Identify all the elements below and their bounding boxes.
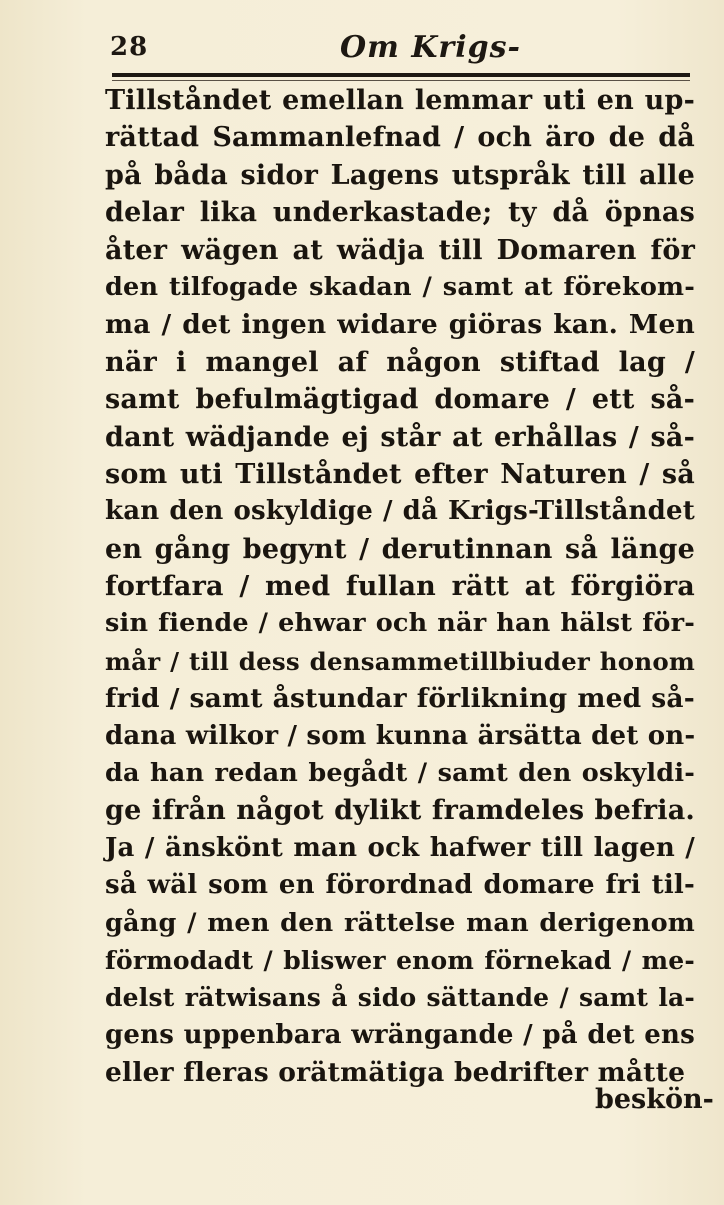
text-line: på båda sidor Lagens utspråk till alle bbox=[105, 159, 695, 191]
text-line: åter wägen at wädja till Domaren för bbox=[105, 234, 695, 266]
text-line: fortfara / med fullan rätt at förgiöra bbox=[105, 571, 695, 603]
page-header bbox=[0, 22, 724, 70]
text-line: den tilfogade skadan / samt at förekom- bbox=[105, 271, 695, 302]
text-line: sin fiende / ehwar och när han hälst för- bbox=[105, 608, 695, 639]
header-rule bbox=[112, 73, 690, 77]
text-line: ma / det ingen widare giöras kan. Men bbox=[105, 309, 695, 341]
header-rule-thin bbox=[112, 80, 690, 81]
text-line: gång / men den rättelse man derigenom bbox=[105, 907, 695, 938]
catchword: beskön- bbox=[595, 1084, 714, 1115]
text-line: en gång begynt / derutinnan så länge bbox=[105, 533, 695, 565]
text-line: rättad Sammanlefnad / och äro de då bbox=[105, 122, 695, 154]
text-line: som uti Tillståndet efter Naturen / så bbox=[105, 458, 695, 490]
running-head: Om Krigs- bbox=[340, 30, 521, 65]
text-line: när i mangel af någon stiftad lag / bbox=[105, 346, 695, 378]
page-number: 28 bbox=[110, 32, 149, 62]
text-line: delar lika underkastade; ty då öpnas bbox=[105, 197, 695, 229]
text-line: förmodadt / bliswer enom förnekad / me- bbox=[105, 945, 695, 975]
text-line: eller fleras orätmätiga bedrifter måtte bbox=[105, 1057, 686, 1089]
text-line: mår / till dess densammetillbiuder honom bbox=[105, 646, 695, 676]
text-line: da han redan begådt / samt den oskyldi- bbox=[105, 758, 695, 789]
text-line: kan den oskyldige / då Krigs-Tillståndet bbox=[105, 496, 695, 527]
text-line: samt befulmägtigad domare / ett så- bbox=[105, 384, 695, 416]
text-line: så wäl som en förordnad domare fri til- bbox=[105, 870, 695, 901]
text-line: dana wilkor / som kunna ärsätta det on- bbox=[105, 720, 696, 751]
text-line: Tillståndet emellan lemmar uti en up- bbox=[105, 85, 695, 116]
text-line: frid / samt åstundar förlikning med så- bbox=[105, 683, 695, 715]
text-line: gens uppenbara wrängande / på det ens bbox=[105, 1019, 695, 1050]
text-line: ge ifrån något dylikt framdeles befria. bbox=[105, 795, 695, 827]
body-text bbox=[105, 82, 695, 1092]
text-line: dant wädjande ej står at erhållas / så- bbox=[105, 421, 695, 453]
text-line: Ja / änskönt man ock hafwer till lagen / bbox=[105, 832, 695, 863]
text-line: delst rätwisans å sido sättande / samt la- bbox=[105, 983, 695, 1013]
